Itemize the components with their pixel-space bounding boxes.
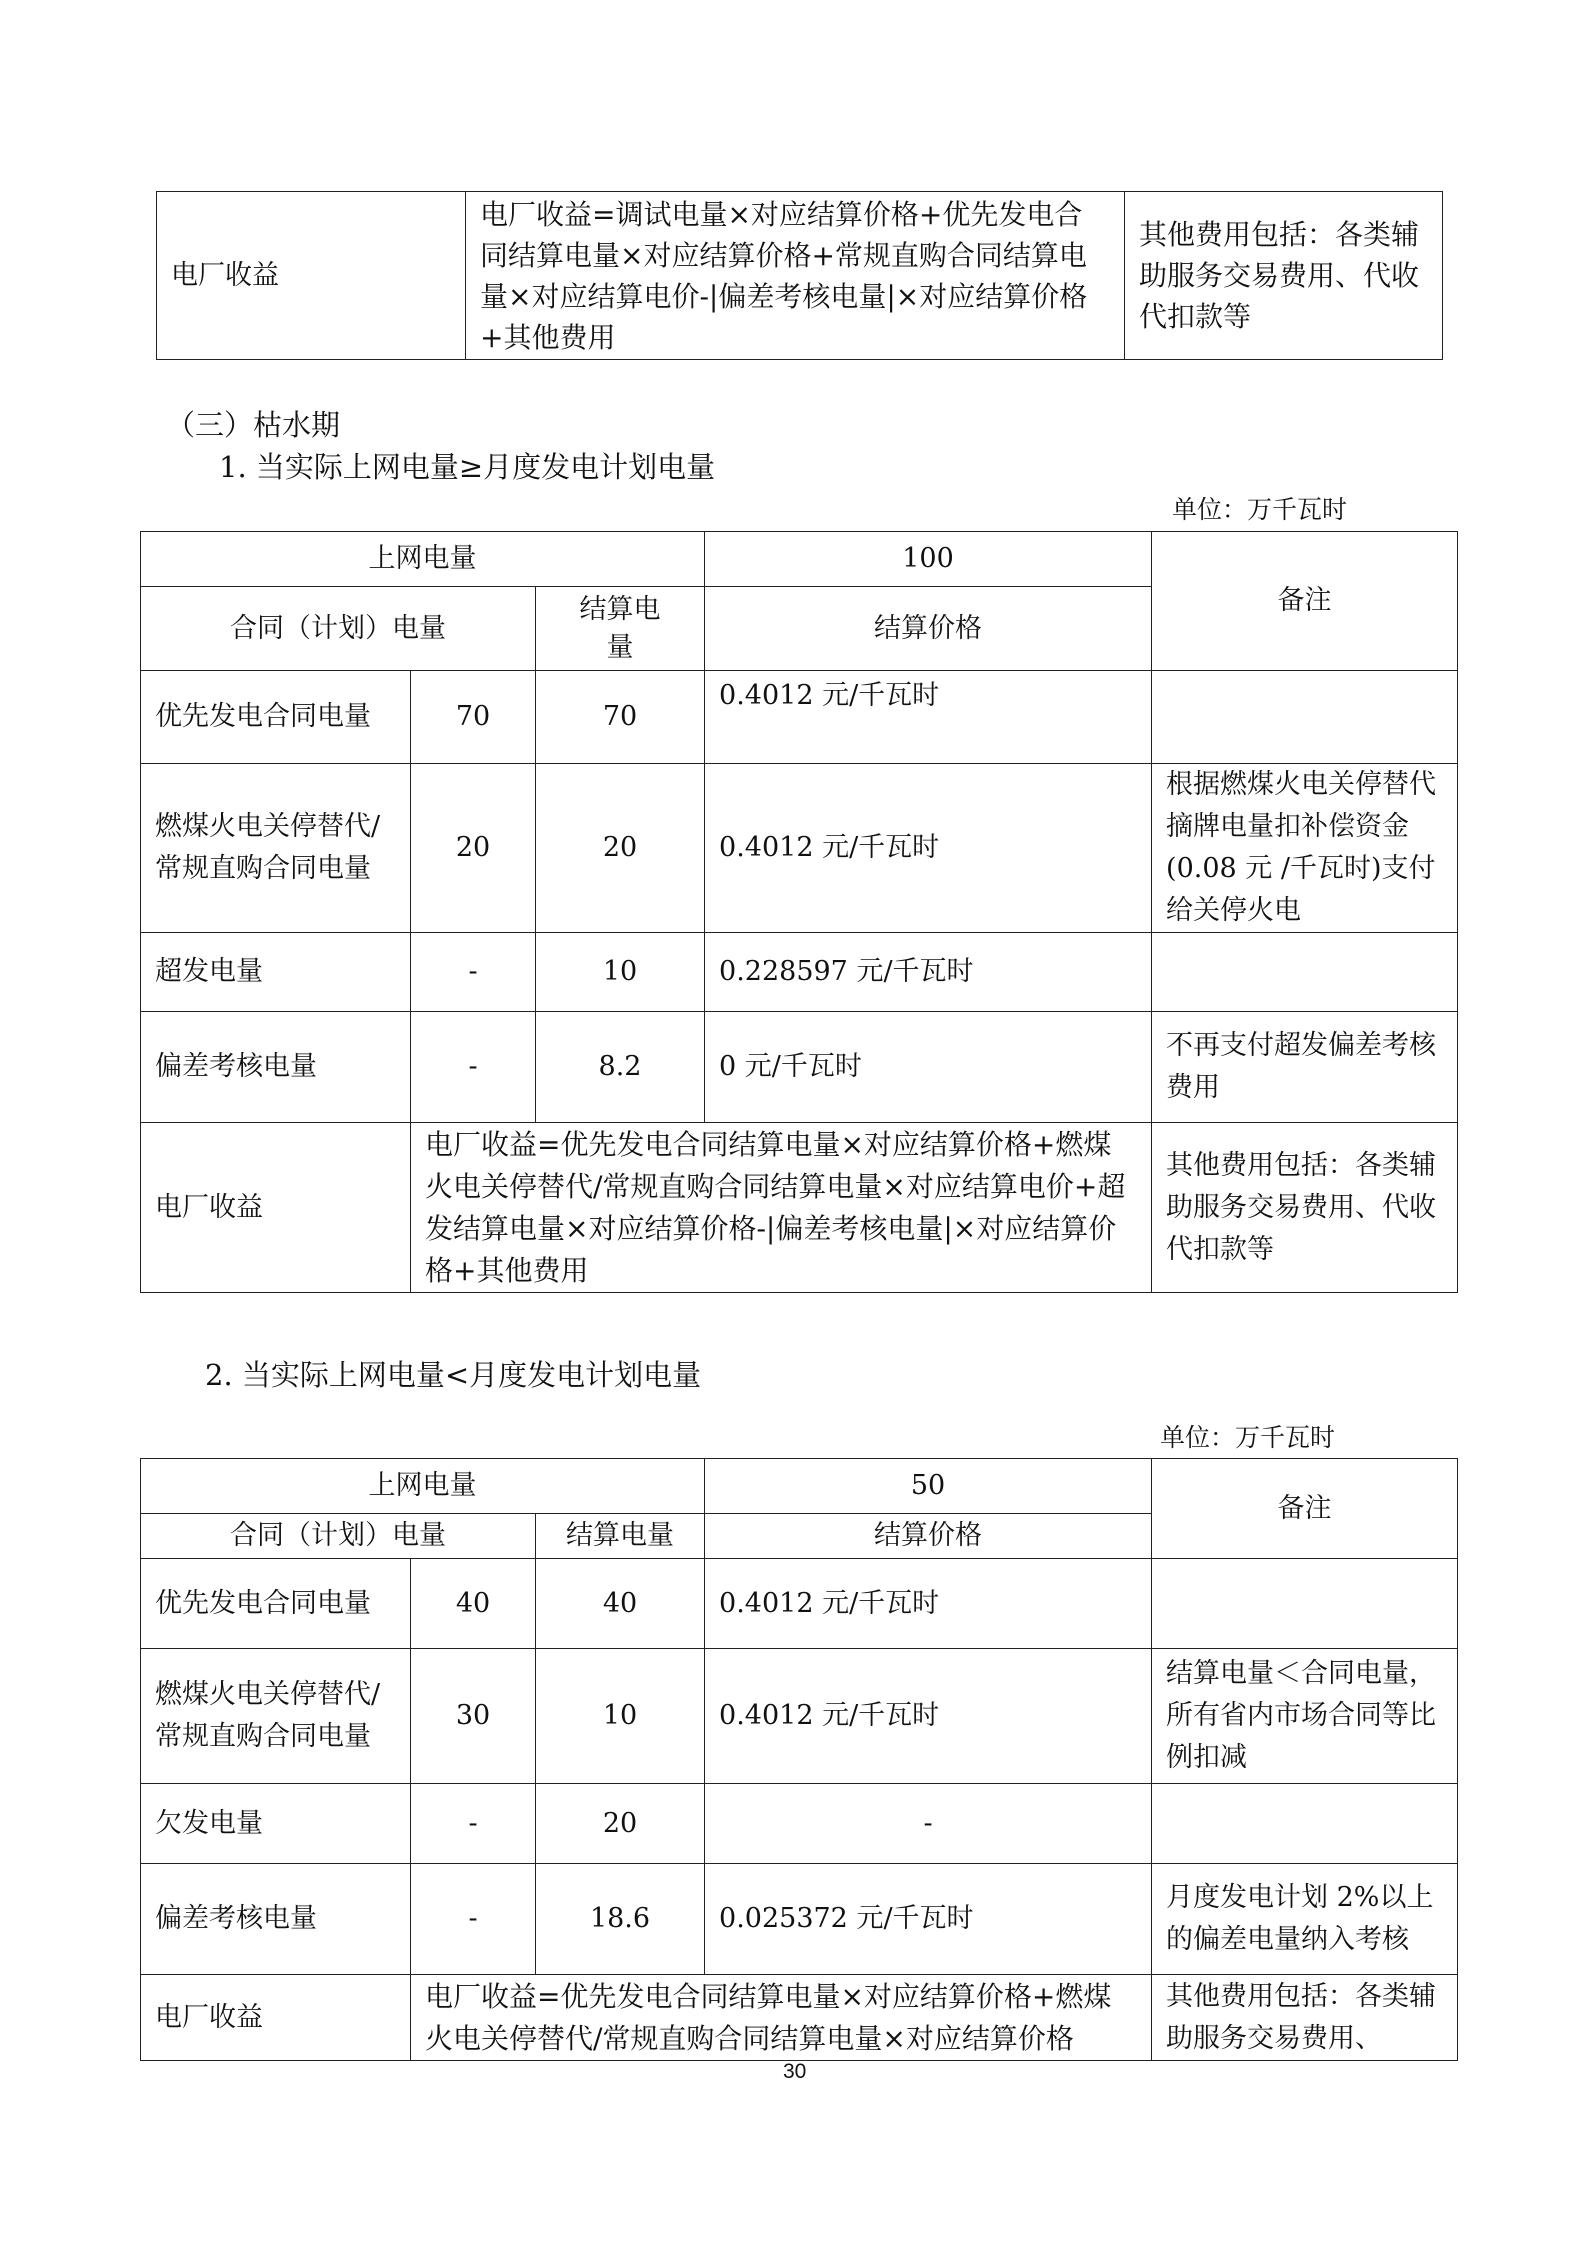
row-price: 0.4012 元/千瓦时 — [705, 1649, 1152, 1784]
row-price: 0.025372 元/千瓦时 — [705, 1864, 1152, 1975]
row-price: - — [705, 1784, 1152, 1864]
row-price: 0.4012 元/千瓦时 — [705, 1559, 1152, 1649]
settle-price-header: 结算价格 — [705, 587, 1152, 671]
case1-unit: 单位：万千瓦时 — [1172, 495, 1348, 524]
row-name: 燃煤火电关停替代/常规直购合同电量 — [141, 764, 411, 933]
table-row — [141, 1864, 1458, 1975]
settle-qty-header: 结算电量 — [536, 1514, 705, 1559]
row-settle: 10 — [536, 933, 705, 1012]
row-note — [1152, 671, 1458, 764]
revenue-note: 其他费用包括：各类辅助服务交易费用、 — [1152, 1975, 1458, 2061]
case2-table — [140, 1458, 1458, 2061]
row-settle: 10 — [536, 1649, 705, 1784]
settle-price-header: 结算价格 — [705, 1514, 1152, 1559]
case2-unit: 单位：万千瓦时 — [1160, 1423, 1336, 1452]
row-name: 优先发电合同电量 — [141, 671, 411, 764]
row-contract: - — [411, 1864, 536, 1975]
remark-header: 备注 — [1152, 1459, 1458, 1559]
row-name: 欠发电量 — [141, 1784, 411, 1864]
revenue-formula: 电厂收益=优先发电合同结算电量×对应结算价格+燃煤火电关停替代/常规直购合同结算电量×对应结算电价+超发结算电量×对应结算价格-|偏差考核电量|×对应结算价格+其他费用 — [411, 1123, 1152, 1293]
row-contract: - — [411, 1784, 536, 1864]
row-note: 结算电量＜合同电量，所有省内市场合同等比例扣减 — [1152, 1649, 1458, 1784]
grid-energy-label: 上网电量 — [141, 1459, 705, 1514]
contract-header: 合同（计划）电量 — [141, 587, 536, 671]
case1-table — [140, 531, 1458, 1293]
table-row — [141, 764, 1458, 933]
row-price: 0.4012 元/千瓦时 — [705, 671, 1152, 764]
row-settle: 70 — [536, 671, 705, 764]
revenue-note: 其他费用包括：各类辅助服务交易费用、代收代扣款等 — [1152, 1123, 1458, 1293]
contract-header: 合同（计划）电量 — [141, 1514, 536, 1559]
table-row — [141, 1649, 1458, 1784]
revenue-label: 电厂收益 — [157, 192, 466, 360]
revenue-label: 电厂收益 — [141, 1123, 411, 1293]
row-price: 0.228597 元/千瓦时 — [705, 933, 1152, 1012]
row-contract: 70 — [411, 671, 536, 764]
row-settle: 20 — [536, 764, 705, 933]
settle-qty-header: 结算电量 — [536, 587, 705, 671]
row-name: 超发电量 — [141, 933, 411, 1012]
revenue-formula: 电厂收益=优先发电合同结算电量×对应结算价格+燃煤火电关停替代/常规直购合同结算电量×对应结算价格 — [411, 1975, 1152, 2061]
row-contract: 40 — [411, 1559, 536, 1649]
row-settle: 40 — [536, 1559, 705, 1649]
revenue-label: 电厂收益 — [141, 1975, 411, 2061]
table-row — [141, 1784, 1458, 1864]
row-price: 0 元/千瓦时 — [705, 1012, 1152, 1123]
grid-energy-label: 上网电量 — [141, 532, 705, 587]
row-contract: - — [411, 933, 536, 1012]
case2-heading: 2. 当实际上网电量<月度发电计划电量 — [205, 1358, 702, 1392]
revenue-note: 其他费用包括：各类辅助服务交易费用、代收代扣款等 — [1125, 192, 1443, 360]
table-row — [141, 1559, 1458, 1649]
row-name: 燃煤火电关停替代/常规直购合同电量 — [141, 1649, 411, 1784]
row-contract: 30 — [411, 1649, 536, 1784]
grid-energy-value: 50 — [705, 1459, 1152, 1514]
page-number: 30 — [783, 2060, 807, 2083]
row-settle: 20 — [536, 1784, 705, 1864]
row-note — [1152, 933, 1458, 1012]
row-name: 偏差考核电量 — [141, 1864, 411, 1975]
table-row — [141, 671, 1458, 764]
remark-header: 备注 — [1152, 532, 1458, 671]
top-revenue-table — [156, 191, 1443, 360]
table-row — [141, 933, 1458, 1012]
row-settle: 18.6 — [536, 1864, 705, 1975]
row-name: 优先发电合同电量 — [141, 1559, 411, 1649]
row-name: 偏差考核电量 — [141, 1012, 411, 1123]
row-note — [1152, 1559, 1458, 1649]
grid-energy-value: 100 — [705, 532, 1152, 587]
revenue-formula: 电厂收益=调试电量×对应结算价格+优先发电合同结算电量×对应结算价格+常规直购合同结算电量×对应结算电价-|偏差考核电量|×对应结算价格+其他费用 — [466, 192, 1125, 360]
row-contract: - — [411, 1012, 536, 1123]
case1-heading: 1. 当实际上网电量≥月度发电计划电量 — [219, 450, 716, 484]
row-note: 不再支付超发偏差考核费用 — [1152, 1012, 1458, 1123]
row-contract: 20 — [411, 764, 536, 933]
row-note — [1152, 1784, 1458, 1864]
row-price: 0.4012 元/千瓦时 — [705, 764, 1152, 933]
section-heading: （三）枯水期 — [166, 408, 341, 442]
row-settle: 8.2 — [536, 1012, 705, 1123]
row-note: 月度发电计划 2%以上的偏差电量纳入考核 — [1152, 1864, 1458, 1975]
row-note: 根据燃煤火电关停替代摘牌电量扣补偿资金(0.08 元 /千瓦时)支付给关停火电 — [1152, 764, 1458, 933]
table-row — [141, 1012, 1458, 1123]
